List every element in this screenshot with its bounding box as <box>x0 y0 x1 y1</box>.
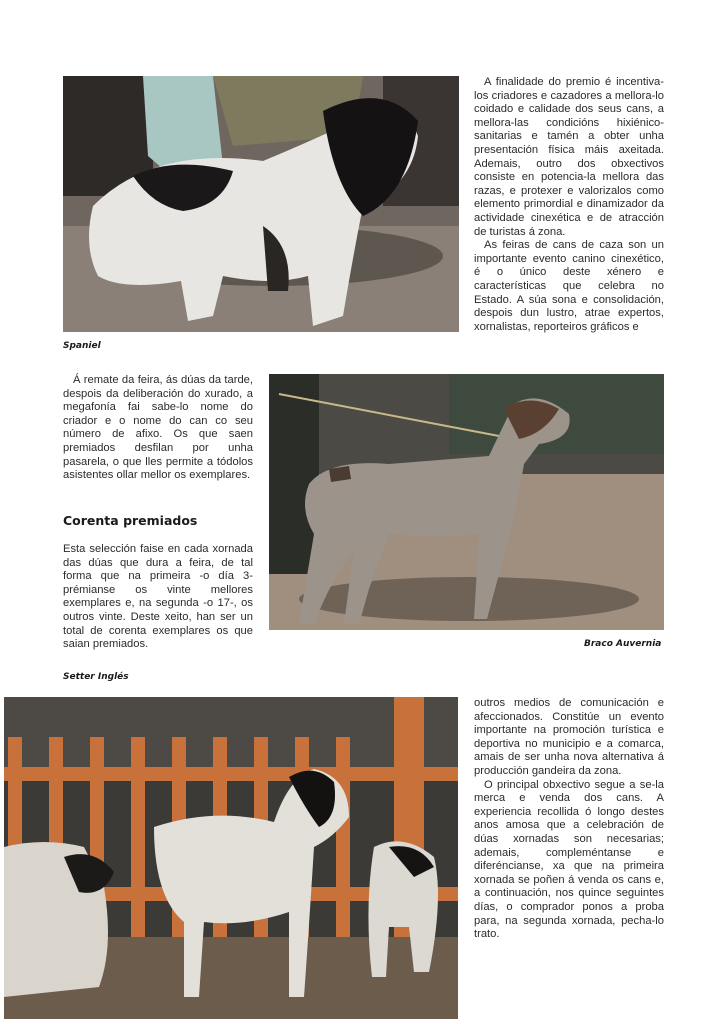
setter-caption: Setter Inglés <box>63 672 129 682</box>
paragraph: outros medios de comunicación e afeccionados. Constitúe un evento importante na promoción turística e deportiva no municipio e a comarca, amais de ser unha nova alternativa á producción gandeira da zona. <box>474 697 664 777</box>
paragraph: O principal obxectivo segue a se-la merca e venda dos cans. A experiencia recollida ó longo destes anos amosa que a celebración de dúas xornadas son necesarias; ademais, compleméntanse e diferéncianse, xa que na primeira xornada se poñen á venda os cans e, a continuación, nos quince seguintes días, o comprador ponos a proba para, na segunda xornada, pecha-lo trato. <box>474 778 664 941</box>
section-column <box>63 543 253 652</box>
middle-left-column <box>63 374 253 483</box>
bottom-right-column <box>474 697 664 942</box>
top-right-column <box>474 76 664 334</box>
paragraph: A finalidade do premio é incentiva-los criadores e cazadores a mellora-lo coidado e calidade dos seus cans, a mellora-las condicións hixiénico-sanitarias e tamén a obter unha presentación física máis axeitada. Ademais, outro dos obxectivos consiste en potencia-la mellora das razas, e protexer e valorizalos como elemento primordial e dinamizador da actividade cinexética e de atracción de turistas á zona. <box>474 76 664 238</box>
section-heading: Corenta premiados <box>63 513 198 528</box>
spaniel-caption: Spaniel <box>63 341 101 351</box>
paragraph: Esta selección faise en cada xornada das dúas que dura a feira, de tal forma que na primeira -o día 3- prémianse os vinte mellores exemplares e, na segunda -o 17-, os outros vinte. Deste xeito, han ser un total de corenta exemplares os que saian premiados. <box>63 543 253 651</box>
setter-photo <box>4 697 458 1019</box>
spaniel-photo <box>63 76 459 332</box>
paragraph: Á remate da feira, ás dúas da tarde, despois da deliberación do xurado, a megafonía fai sabe-lo nome do criador e o nome do can co seu número de afixo. Os que saen premiados desfilan por unha pasarela, o que lles permite a tódolos asistentes ollar mellor os exemplares. <box>63 374 253 482</box>
braco-caption: Braco Auvernia <box>584 639 662 649</box>
braco-photo <box>269 374 664 630</box>
paragraph: As feiras de cans de caza son un importante evento canino cinexético, é o único deste xénero e características que celebra no Estado. A súa sona e consolidación, despois dun lustro, atrae expertos, xornalistas, reporteiros gráficos e <box>474 239 664 333</box>
